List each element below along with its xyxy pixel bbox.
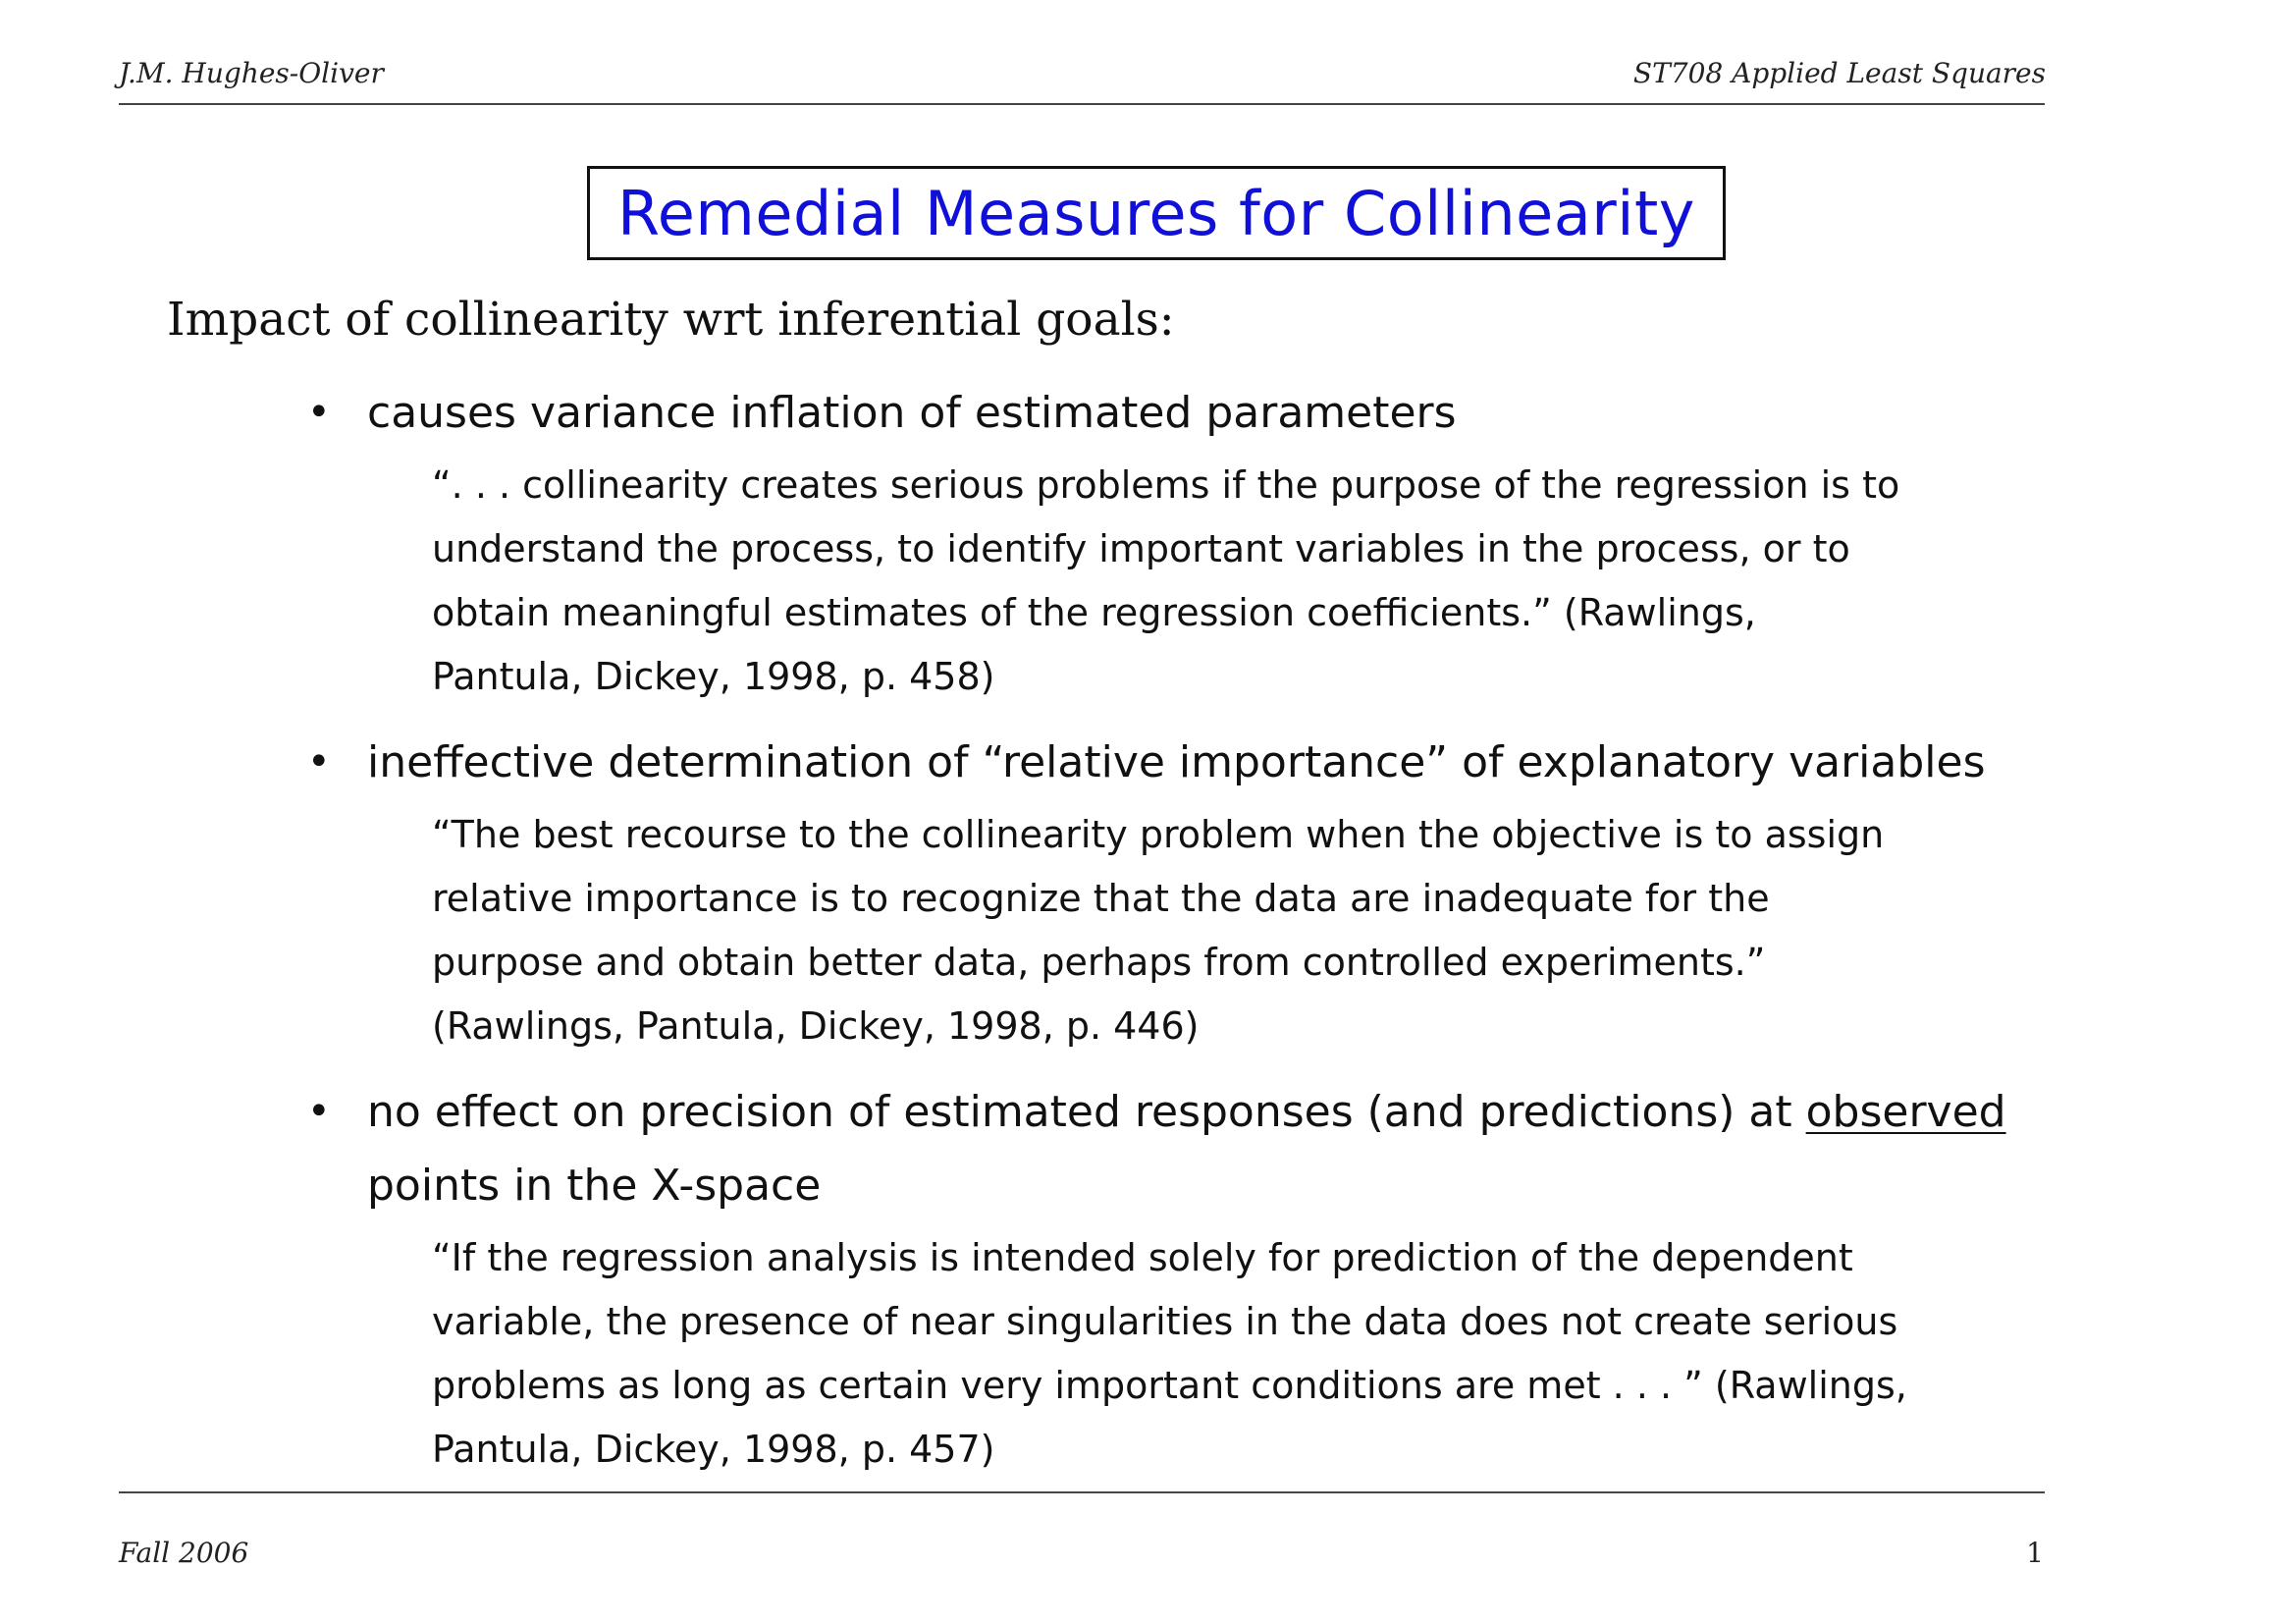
quote-line: understand the process, to identify important variables in the process, or to — [432, 527, 1850, 570]
header-divider — [119, 103, 2045, 105]
bullet-heading-2: ineffective determination of “relative importance” of explanatory variables — [367, 737, 1986, 787]
quote-block-1 — [432, 454, 2081, 709]
quote-line: obtain meaningful estimates of the regression coefficients.” (Rawlings, — [432, 591, 1756, 634]
header-course: ST708 Applied Least Squares — [1632, 57, 2046, 89]
quote-line: variable, the presence of near singularities in the data does not create serious — [432, 1300, 1898, 1343]
quote-line: Pantula, Dickey, 1998, p. 457) — [432, 1428, 995, 1471]
title-box — [587, 166, 1726, 260]
page-title: Remedial Measures for Collinearity — [616, 177, 1695, 249]
quote-line: (Rawlings, Pantula, Dickey, 1998, p. 446) — [432, 1004, 1200, 1048]
bullet-dot-icon: • — [307, 390, 331, 435]
bullet-heading-3-prefix: no effect on precision of estimated responses (and predictions) at — [367, 1087, 1806, 1137]
quote-block-3 — [432, 1226, 2081, 1482]
bullet-heading-3-line2: points in the X-space — [367, 1161, 822, 1211]
footer-term: Fall 2006 — [119, 1537, 249, 1569]
footer-divider — [119, 1491, 2045, 1493]
quote-block-2 — [432, 803, 2081, 1058]
quote-line: “If the regression analysis is intended solely for prediction of the dependent — [432, 1236, 1853, 1279]
quote-line: relative importance is to recognize that the data are inadequate for the — [432, 877, 1770, 920]
page-number: 1 — [2026, 1537, 2044, 1569]
bullet-dot-icon: • — [307, 1089, 331, 1134]
intro-heading: Impact of collinearity wrt inferential goals: — [167, 293, 1175, 347]
quote-line: problems as long as certain very important conditions are met . . . ” (Rawlings, — [432, 1364, 1907, 1407]
bullet-heading-1: causes variance inflation of estimated parameters — [367, 388, 1457, 438]
quote-line: Pantula, Dickey, 1998, p. 458) — [432, 655, 995, 698]
header-author: J.M. Hughes-Oliver — [119, 57, 384, 89]
bullet-heading-3 — [367, 1075, 2006, 1149]
quote-line: “The best recourse to the collinearity problem when the objective is to assign — [432, 813, 1885, 856]
quote-line: purpose and obtain better data, perhaps from controlled experiments.” — [432, 941, 1766, 984]
underlined-word: observed — [1805, 1087, 2006, 1137]
bullet-dot-icon: • — [307, 739, 331, 784]
quote-line: “. . . collinearity creates serious problems if the purpose of the regression is to — [432, 463, 1900, 507]
